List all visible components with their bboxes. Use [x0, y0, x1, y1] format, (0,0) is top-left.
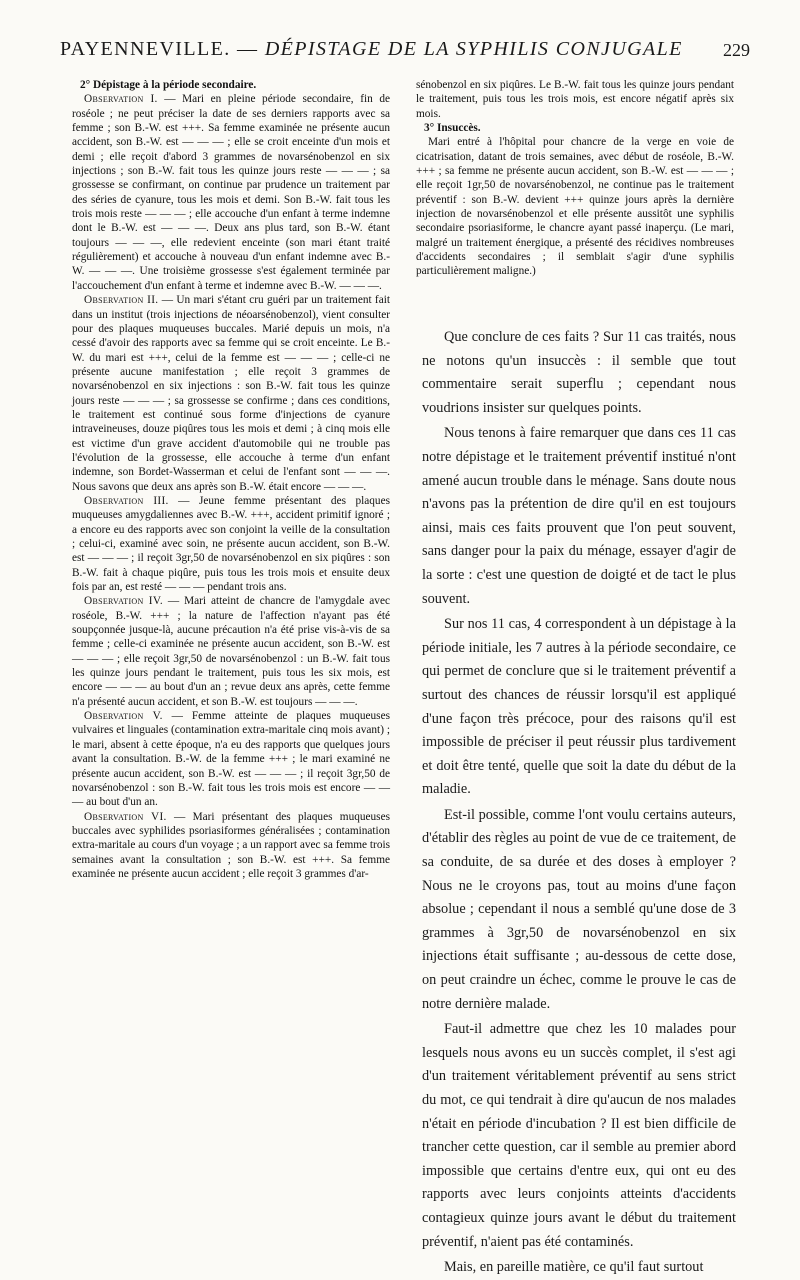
main-text	[422, 326, 736, 1280]
header-title	[60, 38, 683, 61]
observation-text: — Jeune femme présentant des plaques muqueuses amygdaliennes avec B.-W. +++, accident primitif ignoré ; a encore eu des rapports avec son conjoint la veille de la consultation ; celui-ci, examiné avec soin, ne présente aucun accident, son B.-W. est — — — ; il reçoit 3gr,50 de novarsénobenzol en six piqûres : son B.-W. fait à chaque piqûre, puis tous les trois mois et ensuite deux fois par an, est resté — — — pendant trois ans.	[72, 494, 390, 594]
observation-label: Observation I.	[84, 93, 158, 106]
observation-label: Observation III.	[84, 494, 169, 507]
running-header	[60, 38, 750, 68]
observation-text: — Un mari s'étant cru guéri par un traitement fait dans un institut (trois injections de néoarsénobenzol), vient consulter pour des plaques muqueuses buccales. Marié depuis un mois, n'a cessé d'avoir des rapports avec sa femme qui se croit enceinte. Le B.-W. du mari est +++, celui de la femme est — — — ; celle-ci ne présente aucune manifestation ; elle reçoit 3 grammes de novarsénobenzol en six injections : son B.-W. fait tous les quinze jours reste — — — ; sa grossesse se confirme ; dans ces conditions, le traitement est continué sous forme d'injections de cyanure intraveineuses, douze piqûres tous les mois et demi ; à cinq mois elle est victime d'un grave accident d'automobile qui ne trouble pas l'évolution de la grossesse, elle accouche à terme d'un enfant indemne, son Bordet-Wasserman et celui de l'enfant sont — — —. Nous savons que deux ans après son B.-W. était encore — — —.	[72, 294, 390, 493]
section-heading-secondary: 2° Dépistage à la période secondaire.	[80, 79, 257, 91]
observation-label: Observation VI.	[84, 810, 167, 823]
insucces-observation: Mari entré à l'hôpital pour chancre de la verge en voie de cicatrisation, datant de trois semaines, avec début de roséole, B.-W. +++ ; sa femme ne présente aucun accident, son B.-W. est — — — ; elle reçoit 1gr,50 de novarsénobenzol, ne continue pas le traitement préventif : son B.-W. devient +++ quinze jours après la dernière injection de novarsénobenzol et elle présente aussitôt une syphilis secondaire psoriasiforme, le chancre ayant passé inaperçu. (Le mari, malgré un traitement énergique, a présenté des récidives nombreuses d'accidents secondaires ; il semblait s'agir d'une syphilis particulièrement maligne.)	[416, 136, 734, 278]
paragraph-doses: Est-il possible, comme l'ont voulu certains auteurs, d'établir des règles au point de vue de ce traitement, de sa conduite, de sa durée et des doses à employer ? Nous ne le croyons pas, tout au moins d'une façon absolue ; cependant il nous a semblé qu'une dose de 3 grammes à 3gr,50 de novarsénobenzol en six injections était suffisante ; au-dessous de cette dose, on peut craindre un échec, comme le prouve le cas de notre dernière malade.	[422, 806, 736, 1012]
right-column-notes	[416, 78, 734, 279]
observation-6-continuation: sénobenzol en six piqûres. Le B.-W. fait tous les quinze jours pendant le traitement, puis tous les trois mois, est encore négatif après six mois.	[416, 79, 734, 120]
observation-1	[72, 92, 390, 293]
paragraph-conclusion: Que conclure de ces faits ? Sur 11 cas traités, nous ne notons qu'un insuccès : il semble que tout commentaire serait superflu ; cependant nous voudrions insister sur quelques points.	[422, 329, 736, 416]
observation-label: Observation IV.	[84, 595, 163, 608]
observation-4	[72, 594, 390, 709]
observation-text: — Mari en pleine période secondaire, fin de roséole ; ne peut préciser la date de ses derniers rapports avec sa femme ; son B.-W. est +++. Sa femme examinée ne présente aucun accident, son B.-W. est — — — ; elle se croit enceinte d'un mois et demi ; elle reçoit d'abord 3 grammes de novarsénobenzol en six injections ; son B.-W. fait tous les quinze jours reste — — — ; sa grossesse se confirmant, on continue par prudence un traitement par des séries de cyanure, tous les mois et demi. Son B.-W. fait tous les trois mois reste — — — ; elle accouche d'un enfant à terme indemne dont le B.-W. est — — —. Deux ans plus tard, son B.-W. étant toujours — — —, elle redevient enceinte (son mari étant traité régulièrement) et accouche à nouveau d'un enfant indemne avec B.-W. — — —. Une troisième grossesse s'est également terminée par l'accouchement d'un enfant à terme et indemne avec B.-W. — — —.	[72, 93, 390, 292]
observation-label: Observation V.	[84, 710, 163, 723]
observation-text: — Femme atteinte de plaques muqueuses vulvaires et linguales (contamination extra-maritale cinq mois avant) ; le mari, absent à cette époque, n'a eu des rapports que quelques jours avant la consultation. B.-W. de la femme +++ ; le mari examiné ne présente aucun accident, son B.-W. est — — — ; il reçoit 3gr,50 de novarsénobenzol : son B.-W. fait tous les trois mois est encore — — — au bout d'un an.	[72, 710, 390, 809]
observation-6	[72, 810, 390, 882]
header-author: PAYENNEVILLE. —	[60, 38, 265, 60]
section-heading-insucces: 3° Insuccès.	[424, 122, 481, 135]
paragraph-menage: Nous tenons à faire remarquer que dans ces 11 cas notre dépistage et le traitement préventif institué n'ont amené aucun trouble dans le ménage. Sans doute nous n'avons pas la prétention de dire qu'il en est toujours ainsi, mais ces faits prouvent que l'on peut souvent, sans danger pour la paix du ménage, essayer d'agir de la sorte : c'est une question de doigté et de tact le plus souvent.	[422, 425, 736, 607]
observation-label: Observation II.	[84, 294, 159, 307]
observation-text: — Mari présentant des plaques muqueuses buccales avec syphilides psoriasiformes généralisées ; contamination extra-maritale au cours d'un voyage ; a un rapport avec sa femme trois semaines avant la consultation ; son B.-W. est +++. Sa femme examinée ne présente aucun accident ; elle reçoit 3 grammes d'ar-	[72, 810, 390, 880]
observation-2	[72, 293, 390, 494]
header-subtitle: DÉPISTAGE DE LA SYPHILIS CONJUGALE	[264, 38, 683, 60]
paragraph-incubation: Faut-il admettre que chez les 10 malades pour lesquels nous avons eu un succès complet, il s'est agi d'un traitement véritablement préventif au sens strict du mot, ce qui tendrait à dire qu'aucun de nos malades n'était en période d'incubation ? Il est bien difficile de trancher cette question, car il semble au premier abord impossible que certains d'entre eux, qui ont eu des rapports avec leurs conjoints atteints d'accidents contagieux quinze jours avant le début du traitement préventif, n'aient pas été contaminés.	[422, 1021, 736, 1250]
paragraph-final: Mais, en pareille matière, ce qu'il faut surtout	[444, 1259, 704, 1276]
observation-5	[72, 709, 390, 809]
page-number: 229	[723, 40, 750, 60]
paragraph-periodes: Sur nos 11 cas, 4 correspondent à un dépistage à la période initiale, les 7 autres à la période secondaire, ce qui permet de conclure que si le traitement préventif a surtout des chances de réussir lorsqu'il est appliqué d'une façon très précoce, pour des raisons qu'il est impossible de préciser il peut réussir plus tardivement et doit être tenté, quelle que soit la date du début de la maladie.	[422, 616, 736, 798]
observation-text: — Mari atteint de chancre de l'amygdale avec roséole, B.-W. +++ ; la nature de l'affection n'ayant pas été soupçonnée jusque-là, aucune précaution n'a été prise vis-à-vis de sa femme ; celle-ci examinée ne présente aucun accident, son B.-W. est — — — ; elle reçoit 3gr,50 de novarsénobenzol : un B.-W. fait tous les quinze jours pendant le traitement, puis tous les six mois, est encore — — — au bout d'un an ; revue deux ans après, cette femme n'a présenté aucun accident, et son B.-W. est toujours — — —.	[72, 595, 390, 708]
observation-3	[72, 494, 390, 594]
left-column	[72, 78, 390, 881]
